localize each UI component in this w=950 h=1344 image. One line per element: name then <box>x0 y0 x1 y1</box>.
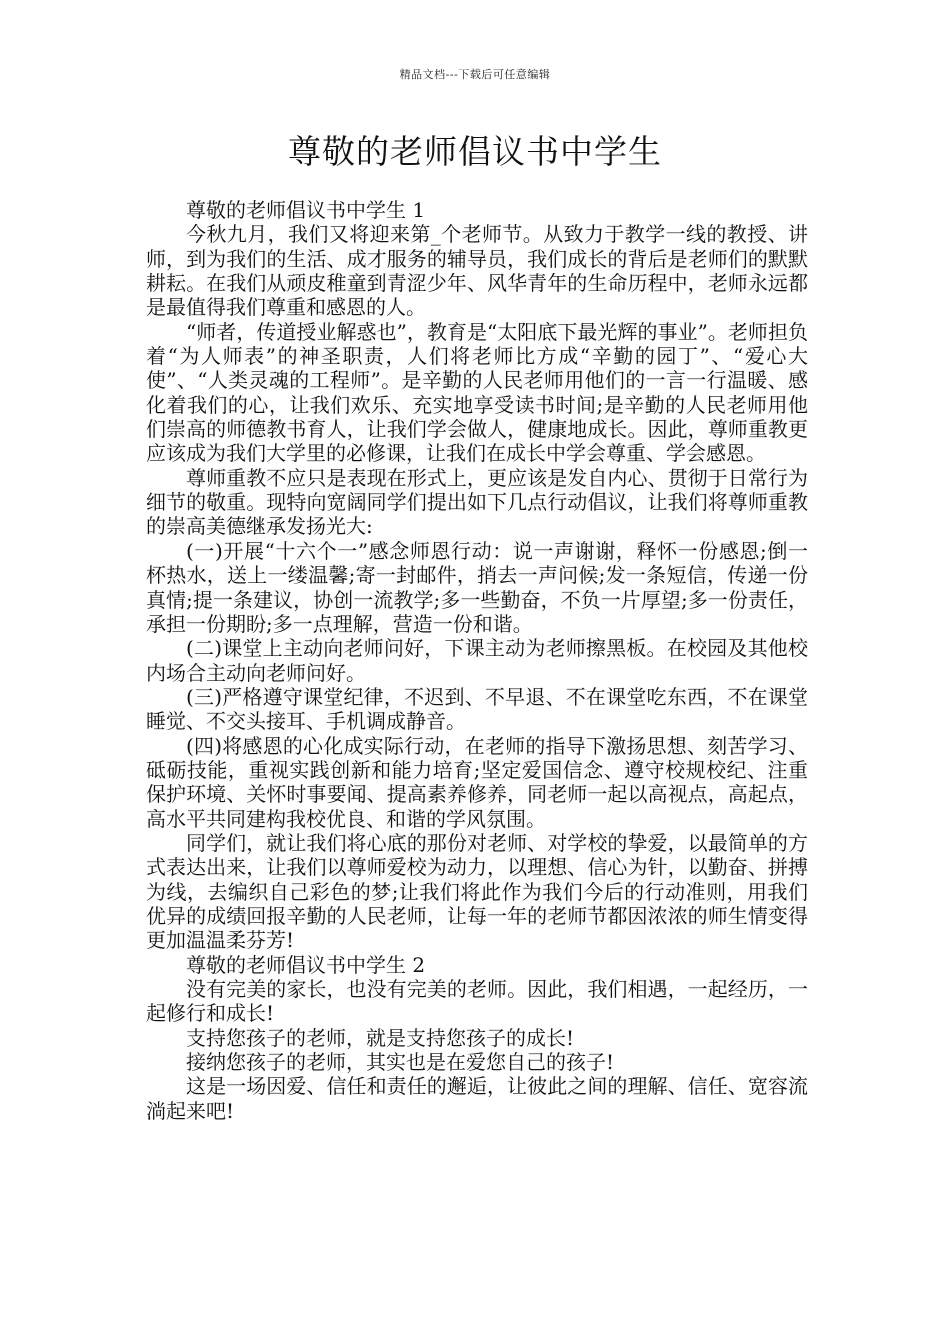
paragraph: “师者，传道授业解惑也”，教育是“太阳底下最光辉的事业”。老师担负着“为人师表”的神圣职责，人们将老师比方成“辛勤的园丁”、“爱心大使”、“人类灵魂的工程师”。是辛勤的人民老师用他们的一言一行温暖、感化着我们的心，让我们欢乐、充实地享受读书时间;是辛勤的人民老师用他们崇高的师德教书育人，让我们学会做人，健康地成长。因此，尊师重教更应该成为我们大学里的必修课，让我们在成长中学会尊重、学会感恩。 <box>146 319 808 466</box>
paragraph: 这是一场因爱、信任和责任的邂逅，让彼此之间的理解、信任、宽容流淌起来吧! <box>146 1074 808 1123</box>
paragraph: 同学们，就让我们将心底的那份对老师、对学校的挚爱，以最简单的方式表达出来，让我们以尊师爱校为动力，以理想、信心为针，以勤奋、拼搏为线，去编织自己彩色的梦;让我们将此作为我们今后的行动准则，用我们优异的成绩回报辛勤的人民老师，让每一年的老师节都因浓浓的师生情变得更加温温柔芬芳! <box>146 830 808 953</box>
paragraph: 今秋九月，我们又将迎来第_个老师节。从致力于教学一线的教授、讲师，到为我们的生活、成才服务的辅导员，我们成长的背后是老师们的默默耕耘。在我们从顽皮稚童到青涩少年、风华青年的生命历程中，老师永远都是最值得我们尊重和感恩的人。 <box>146 222 808 320</box>
section-heading-1: 尊敬的老师倡议书中学生 1 <box>186 198 426 222</box>
header-note: 精品文档---下载后可任意编辑 <box>399 68 551 81</box>
paragraph: 支持您孩子的老师，就是支持您孩子的成长! <box>186 1025 575 1050</box>
list-item-proposal-3: (三)严格遵守课堂纪律，不迟到、不早退、不在课堂吃东西，不在课堂睡觉、不交头接耳、手机调成静音。 <box>146 684 808 734</box>
list-item-proposal-4: (四)将感恩的心化成实际行动，在老师的指导下激扬思想、刻苦学习、砥砺技能，重视实践创新和能力培育;坚定爱国信念、遵守校规校纪、注重保护环境、关怀时事要闻、提高素养修养，同老师一起以高视点，高起点，高水平共同建构我校优良、和谐的学风氛围。 <box>146 733 808 831</box>
document-body <box>146 198 808 1123</box>
list-item-proposal-2: (二)课堂上主动向老师问好，下课主动为老师擦黑板。在校园及其他校内场合主动向老师问好。 <box>146 636 808 685</box>
paragraph: 接纳您孩子的老师，其实也是在爱您自己的孩子! <box>186 1050 615 1075</box>
section-heading-2: 尊敬的老师倡议书中学生 2 <box>186 952 426 977</box>
list-item-proposal-1: (一)开展“十六个一”感念师恩行动：说一声谢谢，释怀一份感恩;倒一杯热水，送上一缕温馨;寄一封邮件，捎去一声问候;发一条短信，传递一份真情;提一条建议，协创一流教学;多一些勤奋，不负一片厚望;多一份责任，承担一份期盼;多一点理解，营造一份和谐。 <box>146 538 808 636</box>
document-title: 尊敬的老师倡议书中学生 <box>288 132 662 171</box>
paragraph: 尊师重教不应只是表现在形式上，更应该是发自内心、贯彻于日常行为细节的敬重。现特向宽阔同学们提出如下几点行动倡议，让我们将尊师重教的崇高美德继承发扬光大: <box>146 465 808 539</box>
paragraph: 没有完美的家长，也没有完美的老师。因此，我们相遇，一起经历，一起修行和成长! <box>146 977 808 1026</box>
